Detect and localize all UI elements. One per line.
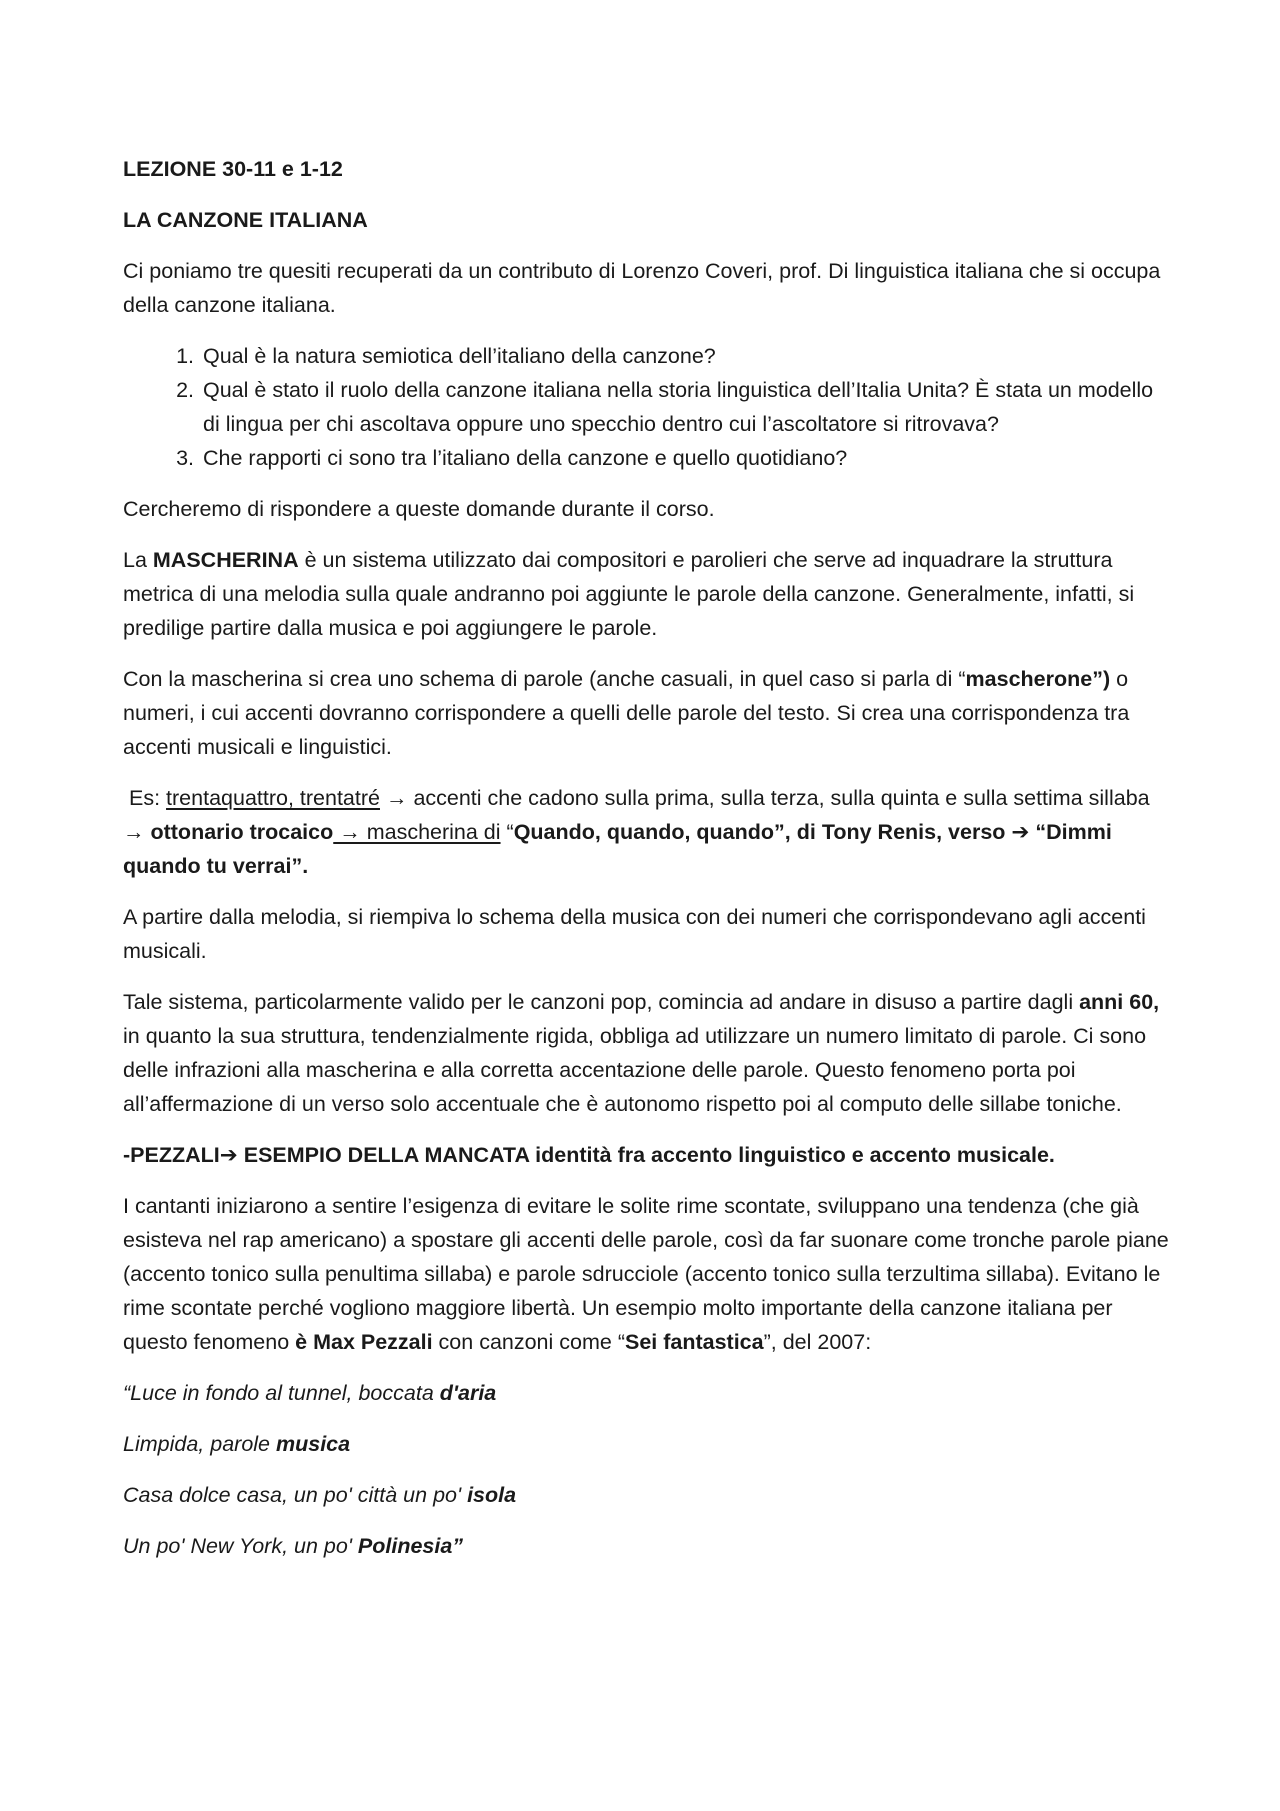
mascherina-paragraph	[123, 543, 1173, 645]
text-span: o numeri, i cui accenti dovranno corrispondere a quelli delle parole del testo. Si crea una corrispondenza tra accenti musicali e linguistici.	[123, 667, 1130, 759]
text-span: Casa dolce casa, un po' città un po'	[123, 1483, 468, 1507]
text-span: in quanto la sua struttura, tendenzialmente rigida, obbliga ad utilizzare un numero limitato di parole. Ci sono delle infrazioni alla mascherina e alla corretta accentazione delle parole. Questo fenomeno porta poi all’affermazione di un verso solo accentuale che è autonomo rispetto poi al computo delle sillabe toniche.	[123, 1024, 1147, 1116]
lyric-line	[123, 1478, 1173, 1512]
course-note: Cercheremo di rispondere a queste domande durante il corso.	[123, 497, 715, 521]
mascherone-term: mascherone”)	[965, 667, 1111, 691]
section-title: LA CANZONE ITALIANA	[123, 208, 368, 232]
lyrics-block	[123, 1376, 1173, 1563]
singers-paragraph	[123, 1189, 1173, 1359]
example-paragraph	[123, 781, 1173, 883]
text-span: con canzoni come “	[432, 1330, 625, 1354]
lyric-line	[123, 1529, 1173, 1563]
arrow-icon: →	[379, 786, 414, 810]
text-span: Con la mascherina si crea uno schema di parole (anche casuali, in quel caso si parla di “	[123, 667, 966, 691]
text-span: “Luce in fondo al tunnel, boccata	[123, 1381, 440, 1405]
lesson-title: LEZIONE 30-11 e 1-12	[123, 157, 343, 181]
questions-list	[123, 339, 1173, 475]
text-span: Limpida, parole	[123, 1432, 276, 1456]
song-title: Sei fantastica	[624, 1330, 764, 1354]
lyric-line	[123, 1376, 1173, 1410]
stressed-word: Polinesia”	[357, 1534, 464, 1558]
intro-paragraph: Ci poniamo tre quesiti recuperati da un contributo di Lorenzo Coveri, prof. Di linguistica italiana che si occupa della canzone italiana.	[123, 259, 1161, 317]
system-paragraph	[123, 985, 1173, 1121]
text-span: ”, del 2007:	[763, 1330, 872, 1354]
list-item: 3. Che rapporti ci sono tra l’italiano della canzone e quello quotidiano?	[200, 441, 1173, 475]
mascherina-link-text: → mascherina di	[333, 820, 501, 844]
list-item: 1. Qual è la natura semiotica dell’italiano della canzone?	[200, 339, 1173, 373]
stressed-word: musica	[275, 1432, 351, 1456]
text-span: accenti che cadono sulla prima, sulla terza, sulla quinta e sulla settima sillaba	[413, 786, 1150, 810]
melody-paragraph: A partire dalla melodia, si riempiva lo schema della musica con dei numeri che corrispondevano agli accenti musicali.	[123, 905, 1146, 963]
song-reference: Quando, quando, quando”, di Tony Renis, verso ➔ “Dimmi quando tu verrai”.	[123, 820, 1112, 878]
stressed-word: d'aria	[439, 1381, 497, 1405]
stressed-word: isola	[467, 1483, 517, 1507]
list-item: 2. Qual è stato il ruolo della canzone italiana nella storia linguistica dell’Italia Unita? È stata un modello di lingua per chi ascoltava oppure uno specchio dentro cui l’ascoltatore si ritrovava?	[200, 373, 1173, 441]
text-span: è un sistema utilizzato dai compositori e parolieri che serve ad inquadrare la struttura metrica di una melodia sulla quale andranno poi aggiunte le parole della canzone. Generalmente, infatti, si predilige partire dalla musica e poi aggiungere le parole.	[123, 548, 1135, 640]
text-span: Un po' New York, un po'	[123, 1534, 358, 1558]
text-span: La	[123, 548, 153, 572]
mascherone-paragraph	[123, 662, 1173, 764]
text-span: “	[500, 820, 514, 844]
document-page	[123, 152, 1173, 1580]
mascherina-term: MASCHERINA	[152, 548, 299, 572]
text-span: Tale sistema, particolarmente valido per le canzoni pop, comincia ad andare in disuso a partire dagli	[123, 990, 1080, 1014]
artist-name: è Max Pezzali	[295, 1330, 433, 1354]
heading-text: -PEZZALI➔ ESEMPIO DELLA MANCATA identità fra accento linguistico e accento musicale.	[123, 1143, 1055, 1167]
decade-term: anni 60,	[1079, 990, 1160, 1014]
pezzali-heading	[123, 1138, 1173, 1172]
meter-term: ottonario trocaico	[150, 820, 334, 844]
text-span: I cantanti iniziarono a sentire l’esigenza di evitare le solite rime scontate, sviluppano una tendenza (che già esisteva nel rap americano) a spostare gli accenti delle parole, così da far suonare come tronche parole piane (accento tonico sulla penultima sillaba) e parole sdrucciole (accento tonico sulla terzultima sillaba). Evitano le rime scontate perché vogliono maggiore libertà. Un esempio molto importante della canzone italiana per questo fenomeno	[123, 1194, 1169, 1354]
arrow-icon: →	[123, 820, 151, 844]
text-span: Es:	[129, 786, 167, 810]
example-words: trentaquattro, trentatré	[166, 786, 380, 810]
lyric-line	[123, 1427, 1173, 1461]
